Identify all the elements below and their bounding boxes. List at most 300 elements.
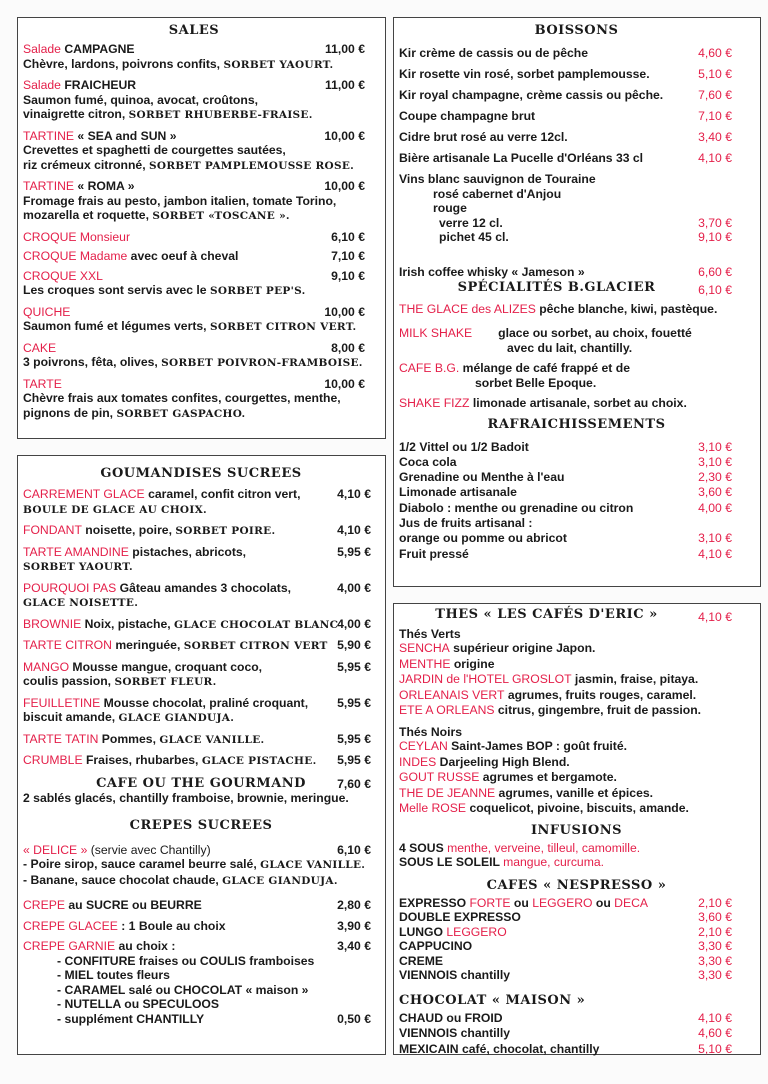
gourmandise-name: FEUILLETINE xyxy=(23,695,101,710)
the-noir-desc: coquelicot, pivoine, biscuits, amande. xyxy=(466,801,689,815)
crepe-glacee-price: 3,90 € xyxy=(337,918,371,933)
the-vert-item xyxy=(399,672,754,688)
thes-noirs-list xyxy=(399,739,754,817)
crepe-garnie-item xyxy=(23,939,379,954)
boisson-item xyxy=(399,109,754,124)
gourmandise-price: 5,95 € xyxy=(337,731,371,746)
cafe-bg-line-2: sorbet Belle Epoque. xyxy=(475,375,597,390)
sales-item xyxy=(23,230,365,245)
expresso-label: EXPRESSO xyxy=(399,895,470,910)
rafraichissements-list xyxy=(399,440,754,562)
infusion-sous-le-soleil-name: SOUS LE SOLEIL xyxy=(399,855,504,869)
gourmandise-text: Mousse chocolat, praliné croquant, xyxy=(100,695,309,710)
vins-line-2: rosé cabernet d'Anjou xyxy=(433,186,562,201)
double-price: 3,60 € xyxy=(698,910,732,924)
the-noir-item xyxy=(399,801,754,817)
gourmandise-glace: GLACE CHOCOLAT BLANC xyxy=(174,618,339,631)
shake-fizz-text: limonade artisanale, sorbet au choix. xyxy=(469,396,687,410)
sales-section xyxy=(17,17,386,439)
crepe-garnie-name: CREPE GARNIE xyxy=(23,939,116,953)
garnie-option: - CARAMEL salé ou CHOCOLAT « maison » xyxy=(57,982,309,997)
rafraichissement-price: 4,10 € xyxy=(698,546,732,561)
vins-line-4 xyxy=(399,216,754,231)
delice-name: « DELICE » xyxy=(23,842,88,857)
gourmandise-text: meringuée, xyxy=(111,638,184,652)
gourmandise-heading xyxy=(23,696,379,711)
sales-item-desc xyxy=(23,406,365,422)
milk-shake-line-1: glace ou sorbet, au choix, fouetté xyxy=(498,326,692,340)
gourmandise-sorbet: GLACE GIANDUJA. xyxy=(118,712,235,724)
sales-item-desc-text: riz crémeux citronné, xyxy=(23,157,149,172)
sales-item-desc-text: mozarella et roquette, xyxy=(23,208,153,222)
the-noir-name: CEYLAN xyxy=(399,739,448,753)
boisson-name: Cidre brut rosé au verre 12cl. xyxy=(399,130,568,144)
rafraichissement-name: 1/2 Vittel ou 1/2 Badoit xyxy=(399,439,529,454)
infusion-4-sous-name: 4 SOUS xyxy=(399,840,448,855)
sales-item-name-red: CAKE xyxy=(23,340,57,355)
chocolat-name: CHAUD ou FROID xyxy=(399,1010,503,1025)
sales-item-desc xyxy=(23,57,365,73)
sales-item-name: « ROMA » xyxy=(74,179,135,193)
sales-list xyxy=(23,42,365,421)
sales-title: SALES xyxy=(168,23,220,38)
gourmandise-desc-text: coulis passion, xyxy=(23,674,115,688)
gourmandise-name: MANGO xyxy=(23,659,70,674)
sales-item-desc-1: Chèvre frais aux tomates confites, courgettes, menthe, xyxy=(23,391,341,405)
sales-item xyxy=(23,305,365,335)
gourmandise-glace: GLACE VANILLE. xyxy=(159,733,265,746)
gourmandise-name: BROWNIE xyxy=(23,616,82,631)
cafe-bg-line-1: mélange de café frappé et de xyxy=(459,361,630,375)
sales-item xyxy=(23,179,365,224)
sales-item xyxy=(23,78,365,123)
cafe-gourmand-price: 7,60 € xyxy=(337,776,371,791)
boissons-list xyxy=(399,46,754,166)
irish-text: Irish coffee whisky « Jameson » xyxy=(399,264,585,279)
sales-item xyxy=(23,129,365,174)
sales-item-sorbet: SORBET RHUBERBE-FRAISE. xyxy=(128,109,313,121)
the-noir-desc: agrumes et bergamote. xyxy=(479,770,617,784)
sales-item-name: CAMPAGNE xyxy=(60,42,135,56)
vins-verre-price: 3,70 € xyxy=(698,215,732,230)
cafe-gourmand-desc: 2 sablés glacés, chantilly framboise, brownie, meringue. xyxy=(23,791,349,805)
sales-item-desc-1: Saumon fumé, quinoa, avocat, croûtons, xyxy=(23,92,258,107)
rafraichissement-item xyxy=(399,547,754,562)
milk-shake-line-2: avec du lait, chantilly. xyxy=(507,340,633,355)
chocolat-price: 4,10 € xyxy=(698,1010,732,1025)
sales-item xyxy=(23,42,365,72)
lungo-leggero: LEGGERO xyxy=(446,924,507,939)
vins-verre: verre 12 cl. xyxy=(439,215,503,230)
delice-line-1 xyxy=(23,857,379,873)
sales-item-sorbet: SORBET POIVRON-FRAMBOISE. xyxy=(161,357,363,369)
gourmandise-name: FONDANT xyxy=(23,523,82,537)
gourmandise-desc xyxy=(23,559,379,575)
sales-item-name-red: Salade xyxy=(23,42,61,56)
the-noir-desc: agrumes, vanille et épices. xyxy=(495,785,654,800)
vins-item xyxy=(399,172,754,245)
boisson-price: 5,10 € xyxy=(698,67,732,81)
cafe-gourmand-title: CAFE OU THE GOURMAND xyxy=(96,775,306,791)
nespresso-double xyxy=(399,910,754,925)
milk-shake-name: MILK SHAKE xyxy=(399,326,473,340)
delice-line-2-glace: GLACE GIANDUJA. xyxy=(222,874,338,887)
expresso-leggero: LEGGERO xyxy=(532,895,593,910)
rafraichissement-name: Jus de fruits artisanal : xyxy=(399,515,533,530)
chocolat-name: VIENNOIS chantilly xyxy=(399,1026,511,1040)
boisson-name: Kir rosette vin rosé, sorbet pamplemousse. xyxy=(399,67,650,81)
the-vert-name: ETE A ORLEANS xyxy=(399,703,495,717)
boisson-item xyxy=(399,88,754,103)
specialites-price: 6,10 € xyxy=(698,283,732,297)
boisson-name: Bière artisanale La Pucelle d'Orléans 33 cl xyxy=(399,151,644,165)
gourmandise-sorbet: GLACE NOISETTE. xyxy=(23,597,139,609)
crepe-glacee-text: : 1 Boule au choix xyxy=(117,918,226,933)
gourmandise-price: 4,10 € xyxy=(337,487,371,501)
gourmandise-item xyxy=(23,753,379,769)
double-label: DOUBLE EXPRESSO xyxy=(399,910,521,924)
shake-fizz-name: SHAKE FIZZ xyxy=(399,396,470,410)
sales-item xyxy=(23,341,365,371)
sales-item xyxy=(23,377,365,422)
sales-item-desc-text: 3 poivrons, fêta, olives, xyxy=(23,355,162,369)
delice-price: 6,10 € xyxy=(337,842,371,857)
glace-alizes-text: pêche blanche, kiwi, pastèque. xyxy=(535,301,718,316)
the-vert-item xyxy=(399,703,754,719)
the-noir-item xyxy=(399,755,754,771)
creme-label: CREME xyxy=(399,953,444,968)
gourmandise-desc xyxy=(23,502,379,518)
vins-line-3: rouge xyxy=(433,201,467,215)
sales-item-price: 9,10 € xyxy=(331,268,365,283)
gourmandise-text: noisette, poire, xyxy=(81,523,176,537)
sales-item-price: 7,10 € xyxy=(331,249,365,263)
specialites-title: SPÉCIALITÉS B.GLACIER xyxy=(457,280,656,295)
crepe-name: CREPE xyxy=(23,898,65,912)
boissons-section xyxy=(393,17,761,587)
gourmandise-desc xyxy=(23,674,379,690)
rafraichissement-name: Fruit pressé xyxy=(399,546,469,561)
infusion-sous-le-soleil-desc: mangue, curcuma. xyxy=(503,855,605,869)
sales-item-sorbet: SORBET PAMPLEMOUSSE ROSE. xyxy=(148,159,355,172)
gourmandise-desc-text: biscuit amande, xyxy=(23,710,119,724)
sales-item-heading xyxy=(23,305,365,320)
gourmandise-price: 5,90 € xyxy=(337,638,371,652)
cafe-bg-name: CAFE B.G. xyxy=(399,361,460,375)
the-noir-item xyxy=(399,786,754,802)
gourmandise-price: 4,00 € xyxy=(337,616,371,631)
sales-item-sorbet: SORBET GASPACHO. xyxy=(116,407,246,420)
supplement-price: 0,50 € xyxy=(337,1011,371,1026)
expresso-deca: DECA xyxy=(614,895,649,910)
the-noir-name: THE DE JEANNE xyxy=(399,785,496,800)
thes-verts-label: Thés Verts xyxy=(399,626,461,641)
vins-line-1: Vins blanc sauvignon de Touraine xyxy=(399,172,596,186)
glace-alizes-item xyxy=(399,302,754,317)
crepe-text: au SUCRE ou BEURRE xyxy=(65,898,202,912)
gourmandises-title: GOUMANDISES SUCREES xyxy=(100,466,302,481)
nespresso-cappucino xyxy=(399,939,754,954)
the-vert-desc: citrus, gingembre, fruit de passion. xyxy=(494,703,702,717)
rafraichissement-price: 3,10 € xyxy=(698,439,732,454)
gourmandise-item xyxy=(23,523,379,539)
rafraichissement-item xyxy=(399,485,754,500)
sales-item-name-red: QUICHE xyxy=(23,304,71,319)
delice-line-2 xyxy=(23,873,379,889)
the-vert-item xyxy=(399,688,754,704)
gourmandise-name: CARREMENT GLACE xyxy=(23,487,145,501)
chocolat-title: CHOCOLAT « MAISON » xyxy=(399,992,586,1008)
gourmandises-section xyxy=(17,455,386,1055)
cappucino-label: CAPPUCINO xyxy=(399,939,473,953)
sales-item-desc-text: Saumon fumé et légumes verts, xyxy=(23,319,210,333)
the-noir-item xyxy=(399,770,754,786)
sales-item-sorbet: SORBET PEP'S. xyxy=(209,285,306,297)
sales-item-desc-text: Les croques sont servis avec le xyxy=(23,283,210,297)
delice-line-1-text: - Poire sirop, sauce caramel beurre salé, xyxy=(23,857,261,871)
the-vert-name: MENTHE xyxy=(399,656,451,671)
gourmandise-name: TARTE CITRON xyxy=(23,638,112,652)
gourmandise-text: Noix, pistache, xyxy=(81,616,175,631)
the-noir-desc: Darjeeling High Blend. xyxy=(436,754,570,769)
gourmandise-price: 4,10 € xyxy=(337,523,371,537)
garnie-option: - NUTELLA ou SPECULOOS xyxy=(57,997,220,1011)
sales-item-heading xyxy=(23,341,365,356)
crepe-glacee-name: CREPE GLACEE xyxy=(23,918,118,933)
chocolat-name: MEXICAIN café, chocolat, chantilly xyxy=(399,1041,600,1056)
irish-item xyxy=(399,265,754,280)
the-noir-item xyxy=(399,739,754,755)
gourmandise-item xyxy=(23,732,379,748)
thes-title: THES « LES CAFÉS D'ERIC » xyxy=(435,607,658,622)
crepe-garnie-price: 3,40 € xyxy=(337,939,371,953)
thes-noirs-label: Thés Noirs xyxy=(399,724,462,739)
gourmandise-text: caramel, confit citron vert, xyxy=(144,487,301,501)
sales-item-price: 6,10 € xyxy=(331,229,365,244)
sales-item-heading xyxy=(23,249,365,264)
gourmandise-text: pistaches, abricots, xyxy=(128,544,247,559)
nespresso-expresso xyxy=(399,896,754,911)
infusion-4-sous-desc: menthe, verveine, tilleul, camomille. xyxy=(447,840,641,855)
rafraichissement-name: Diabolo : menthe ou grenadine ou citron xyxy=(399,500,634,515)
sales-item-desc xyxy=(23,158,365,174)
sales-item-name: FRAICHEUR xyxy=(60,78,137,92)
gourmandise-heading xyxy=(23,545,379,560)
sales-item-desc xyxy=(23,319,365,335)
thes-section xyxy=(393,603,761,1055)
lungo-price: 2,10 € xyxy=(698,924,732,939)
infusion-4-sous xyxy=(399,841,754,856)
garnie-list xyxy=(23,954,379,1012)
rafraichissement-item xyxy=(399,440,754,455)
rafraichissement-price: 2,30 € xyxy=(698,470,732,485)
sales-item xyxy=(23,269,365,299)
boisson-item xyxy=(399,46,754,61)
sales-item-price: 8,00 € xyxy=(331,340,365,355)
chocolat-item xyxy=(399,1026,754,1042)
the-vert-desc: jasmin, fraise, pitaya. xyxy=(571,672,699,686)
gourmandise-name: CRUMBLE xyxy=(23,753,83,767)
expresso-ou-1: ou xyxy=(510,895,533,910)
irish-price: 6,60 € xyxy=(698,264,732,279)
rafraichissement-name: Limonade artisanale xyxy=(399,485,517,500)
sales-item-name-red: Salade xyxy=(23,78,61,92)
the-vert-name: ORLEANAIS VERT xyxy=(399,687,505,702)
gourmandise-price: 5,95 € xyxy=(337,544,371,559)
gourmandise-item xyxy=(23,638,379,654)
expresso-price: 2,10 € xyxy=(698,895,732,910)
rafraichissement-name: Coca cola xyxy=(399,454,457,469)
rafraichissement-price: 3,10 € xyxy=(698,531,732,546)
boisson-price: 4,60 € xyxy=(698,46,732,60)
delice-item xyxy=(23,843,379,858)
delice-text: (servie avec Chantilly) xyxy=(87,842,211,857)
shake-fizz-item xyxy=(399,396,754,411)
gourmandise-price: 4,00 € xyxy=(337,580,371,595)
sales-item-sorbet: SORBET «TOSCANE ». xyxy=(152,210,290,222)
vins-pichet-price: 9,10 € xyxy=(698,230,732,244)
rafraichissement-item xyxy=(399,455,754,470)
sales-item-desc-text: pignons de pin, xyxy=(23,405,117,420)
gourmandise-item xyxy=(23,617,379,633)
sales-item-price: 10,00 € xyxy=(324,128,365,143)
sales-item-price: 10,00 € xyxy=(324,304,365,319)
milk-shake-item xyxy=(399,326,754,355)
rafraichissement-price: 3,10 € xyxy=(698,454,732,469)
rafraichissement-item xyxy=(399,470,754,485)
gourmandise-name: TARTE TATIN xyxy=(23,731,99,746)
gourmandise-item xyxy=(23,660,379,690)
boissons-title: BOISSONS xyxy=(534,23,619,38)
gourmandise-price: 5,95 € xyxy=(337,753,371,767)
gourmandise-item xyxy=(23,545,379,575)
viennois-label: VIENNOIS chantilly xyxy=(399,968,511,982)
sales-item-desc-text: vinaigrette citron, xyxy=(23,107,129,121)
boisson-price: 4,10 € xyxy=(698,151,732,165)
garnie-option: - CONFITURE fraises ou COULIS framboises xyxy=(57,953,315,968)
cafe-gourmand-heading xyxy=(23,777,379,792)
thes-heading xyxy=(399,608,754,623)
sales-item-sorbet: SORBET YAOURT. xyxy=(223,58,334,71)
the-vert-name: SENCHA xyxy=(399,641,450,655)
nespresso-viennois xyxy=(399,968,754,983)
delice-line-2-text: - Banane, sauce chocolat chaude, xyxy=(23,872,223,887)
sales-item-sorbet: SORBET CITRON VERT. xyxy=(209,321,357,333)
sales-item-heading xyxy=(23,377,365,392)
gourmandise-heading xyxy=(23,732,379,748)
gourmandise-glace: SORBET CITRON VERT xyxy=(183,640,328,652)
crepe-garnie-text: au choix : xyxy=(115,939,176,953)
the-noir-name: Melle ROSE xyxy=(399,801,467,815)
expresso-forte: FORTE xyxy=(469,895,511,910)
gourmandise-glace: SORBET POIRE. xyxy=(175,525,276,537)
rafraichissement-item xyxy=(399,531,754,546)
gourmandise-name: TARTE AMANDINE xyxy=(23,544,129,559)
nespresso-creme xyxy=(399,954,754,969)
sales-item-name-red: CROQUE Madame xyxy=(23,249,128,263)
gourmandise-price: 5,95 € xyxy=(337,659,371,674)
boisson-item xyxy=(399,151,754,166)
boisson-name: Coupe champagne brut xyxy=(399,109,536,123)
boisson-price: 7,60 € xyxy=(698,88,732,102)
infusion-sous-le-soleil xyxy=(399,855,754,870)
sales-item-price: 10,00 € xyxy=(324,179,365,193)
creme-price: 3,30 € xyxy=(698,953,732,968)
crepes-title: CREPES SUCREES xyxy=(129,817,273,833)
thes-price: 4,10 € xyxy=(698,610,732,624)
sales-item xyxy=(23,249,365,264)
nespresso-lungo xyxy=(399,925,754,940)
garnie-option: - MIEL toutes fleurs xyxy=(57,968,170,982)
sales-item-desc-1: Crevettes et spaghetti de courgettes sautées, xyxy=(23,143,286,157)
gourmandise-text: Gâteau amandes 3 chocolats, xyxy=(116,580,291,595)
sales-item-heading xyxy=(23,269,365,284)
rafraichissement-price: 4,00 € xyxy=(698,500,732,515)
supplement-item xyxy=(23,1012,379,1027)
specialites-heading xyxy=(399,281,754,296)
gourmandise-item xyxy=(23,696,379,726)
crepe-glacee-item xyxy=(23,919,379,934)
sales-item-desc xyxy=(23,355,365,371)
sales-item-name-red: TARTINE xyxy=(23,179,75,193)
sales-item-heading xyxy=(23,179,365,194)
crepe-item xyxy=(23,898,379,913)
nespresso-title: CAFES « NESPRESSO » xyxy=(486,877,667,893)
gourmandise-glace: GLACE PISTACHE. xyxy=(201,755,317,767)
gourmandise-name: POURQUOI PAS xyxy=(23,580,117,595)
sales-item-name: « SEA and SUN » xyxy=(74,128,177,143)
sales-item-desc-text: Chèvre, lardons, poivrons confits, xyxy=(23,56,224,71)
boisson-item xyxy=(399,67,754,82)
rafraichissement-price: 3,60 € xyxy=(698,485,732,500)
gourmandise-item xyxy=(23,581,379,611)
thes-verts-list xyxy=(399,641,754,719)
the-vert-desc: agrumes, fruits rouges, caramel. xyxy=(504,687,697,702)
gourmandise-item xyxy=(23,487,379,517)
delice-line-1-glace: GLACE VANILLE. xyxy=(260,859,366,871)
sales-item-name: avec oeuf à cheval xyxy=(127,249,239,263)
boisson-price: 3,40 € xyxy=(698,130,732,144)
gourmandise-sorbet: BOULE DE GLACE AU CHOIX. xyxy=(23,503,207,516)
the-noir-desc: Saint-James BOP : goût fruité. xyxy=(447,739,628,753)
chocolat-item xyxy=(399,1011,754,1027)
gourmandise-text: Fraises, rhubarbes, xyxy=(82,753,202,767)
sales-item-desc-1: Fromage frais au pesto, jambon italien, tomate Torino, xyxy=(23,193,337,208)
rafraichissements-title: RAFRAICHISSEMENTS xyxy=(487,416,666,432)
sales-item-name-red: CROQUE XXL xyxy=(23,268,103,283)
the-vert-item xyxy=(399,657,754,673)
sales-item-name-red: CROQUE Monsieur xyxy=(23,229,131,244)
gourmandise-desc xyxy=(23,595,379,611)
the-noir-name: GOUT RUSSE xyxy=(399,770,480,784)
vins-line-5 xyxy=(399,230,754,245)
sales-item-heading xyxy=(23,129,365,144)
gourmandise-heading xyxy=(23,753,379,769)
the-vert-name: JARDIN de l'HOTEL GROSLOT xyxy=(399,672,572,686)
rafraichissement-name: Grenadine ou Menthe à l'eau xyxy=(399,470,565,485)
sales-item-desc xyxy=(23,107,365,123)
gourmandises-list xyxy=(23,487,379,769)
lungo-label: LUNGO xyxy=(399,924,447,939)
cappucino-price: 3,30 € xyxy=(698,939,732,953)
gourmandise-heading xyxy=(23,617,379,633)
the-vert-item xyxy=(399,641,754,657)
sales-item-price: 10,00 € xyxy=(324,376,365,391)
the-vert-desc: supérieur origine Japon. xyxy=(449,641,596,655)
rafraichissement-item xyxy=(399,516,754,531)
chocolat-price: 5,10 € xyxy=(698,1041,732,1056)
rafraichissement-name: orange ou pomme ou abricot xyxy=(399,531,567,546)
